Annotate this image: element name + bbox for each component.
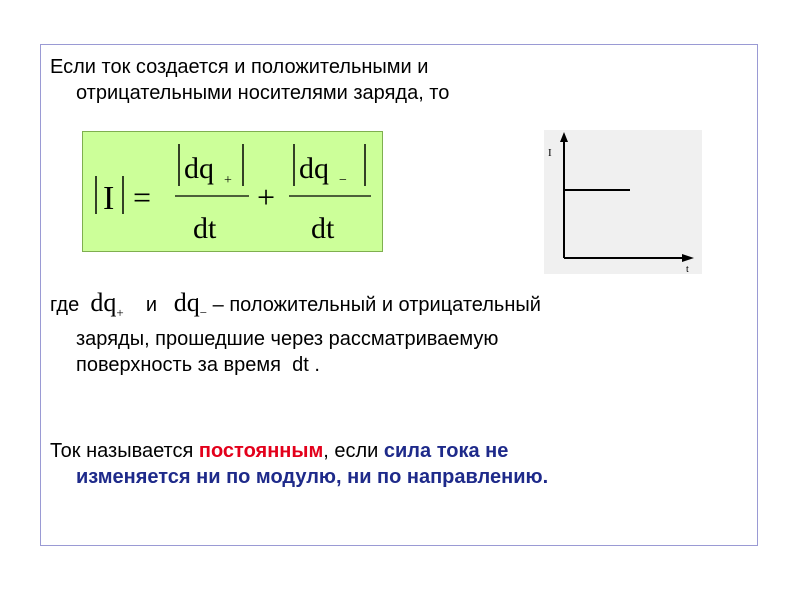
where-word: где [50, 294, 80, 316]
y-axis-arrow [560, 132, 568, 142]
statement-paragraph [50, 438, 730, 490]
definition-paragraph [50, 290, 730, 378]
statement-part-1: Ток называется [50, 440, 199, 462]
formula-equals: = [133, 179, 152, 215]
current-formula-box [82, 131, 383, 252]
formula-plus: + [257, 179, 276, 215]
fraction1-subscript: + [224, 173, 232, 188]
formula-lhs: I [103, 180, 115, 217]
definition-line-2: заряды, прошедшие через рассматриваемую [76, 328, 499, 351]
dt-symbol: dt [292, 354, 309, 377]
definition-line-3: поверхность за время dt . [76, 354, 320, 377]
y-axis-label: I [548, 147, 552, 159]
intro-paragraph [50, 54, 610, 106]
fraction2-denominator: dt [311, 212, 335, 245]
fraction1-numerator: dq [184, 152, 214, 185]
dq-minus: $dq_-$ [173, 288, 208, 321]
fraction2-numerator: dq [299, 152, 329, 185]
x-axis-arrow [682, 254, 694, 262]
definition-rest-1: – положительный и отрицательный [212, 294, 541, 316]
fraction2-subscript: − [339, 173, 347, 188]
intro-line-2: отрицательными носителями заряда, то [76, 82, 450, 104]
highlight-condition-2: изменяется ни по модулю, ни по направлению. [76, 466, 549, 488]
x-axis-label: t [686, 264, 689, 274]
dq-plus: $dq_+$ [90, 288, 124, 321]
intro-line-1: Если ток создается и положительными и [50, 56, 429, 78]
statement-part-2: , если [323, 440, 384, 462]
highlight-condition-1: сила тока не [383, 440, 509, 462]
fraction1-denominator: dt [193, 212, 217, 245]
and-word: и [145, 294, 158, 316]
current-time-graph [544, 130, 702, 274]
current-formula [83, 132, 384, 253]
highlight-constant: постоянным [198, 440, 324, 462]
